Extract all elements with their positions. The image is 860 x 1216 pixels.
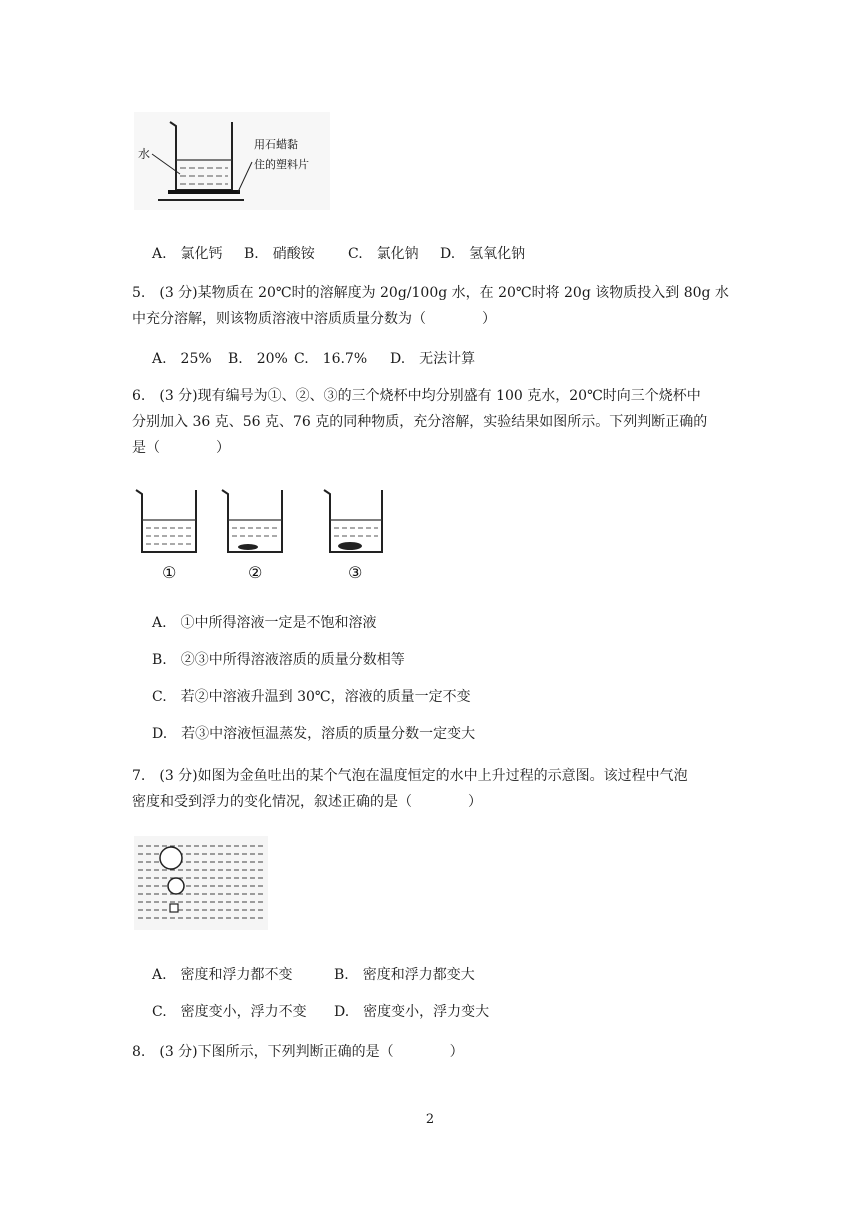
q5-option-a: A. 25%: [152, 351, 212, 367]
figure-beaker-on-plate: [134, 112, 330, 210]
beaker-label-3: ③: [348, 563, 363, 582]
q5-line-2: 中充分溶解，则该物质溶液中溶质质量分数为（ ）: [132, 311, 496, 327]
q7-line-2: 密度和受到浮力的变化情况，叙述正确的是（ ）: [132, 794, 482, 810]
q5-option-c: C. 16.7%: [294, 351, 368, 367]
q8-line-1: 8. (3 分)下图所示，下列判断正确的是（ ）: [132, 1044, 464, 1060]
beaker-2: [222, 490, 282, 552]
label-water: 水: [138, 147, 151, 161]
q7-option-d: D. 密度变小，浮力变大: [334, 1004, 490, 1020]
beaker-label-1: ①: [162, 563, 177, 582]
q7-line-1: 7. (3 分)如图为金鱼吐出的某个气泡在温度恒定的水中上升过程的示意图。该过程中气泡: [132, 768, 688, 784]
figure-three-beakers: [130, 484, 400, 584]
q4-option-b: B. 硝酸铵: [244, 246, 315, 262]
q5-option-d: D. 无法计算: [390, 351, 476, 367]
figure-rising-bubble: [134, 836, 268, 930]
q6-option-a: A. ①中所得溶液一定是不饱和溶液: [152, 615, 377, 631]
page-number: 2: [425, 1112, 435, 1127]
q5-line-1: 5. (3 分)某物质在 20℃时的溶解度为 20g/100g 水，在 20℃时将 20g 该物质投入到 80g 水: [132, 285, 729, 301]
q7-option-b: B. 密度和浮力都变大: [334, 967, 475, 983]
q6-line-3: 是（ ）: [132, 440, 230, 456]
label-plate-2: 住的塑料片: [254, 158, 309, 171]
q4-option-a: A. 氯化钙: [152, 246, 223, 262]
label-plate-1: 用石蜡黏: [254, 138, 298, 151]
beaker-label-2: ②: [248, 563, 263, 582]
bubble-small: [170, 904, 178, 912]
q4-option-d: D. 氢氧化钠: [440, 246, 526, 262]
q6-line-1: 6. (3 分)现有编号为①、②、③的三个烧杯中均分别盛有 100 克水，20℃时向三个烧杯中: [132, 388, 701, 404]
q8-stem: [132, 1039, 464, 1065]
bubble-large: [160, 847, 182, 869]
q6-option-c: C. 若②中溶液升温到 30℃，溶液的质量一定不变: [152, 689, 471, 705]
q4-option-c: C. 氯化钠: [348, 246, 419, 262]
q5-option-b: B. 20%: [228, 351, 288, 367]
q6-option-b: B. ②③中所得溶液溶质的质量分数相等: [152, 652, 405, 668]
q6-option-d: D. 若③中溶液恒温蒸发，溶质的质量分数一定变大: [152, 726, 476, 742]
beaker-3: [324, 490, 382, 552]
q7-stem: [132, 763, 688, 815]
q7-option-c: C. 密度变小，浮力不变: [152, 1004, 307, 1020]
q5-stem: [132, 280, 729, 332]
bubble-medium: [168, 878, 184, 894]
beaker-1: [136, 490, 196, 552]
q6-line-2: 分别加入 36 克、56 克、76 克的同种物质，充分溶解，实验结果如图所示。下列判断正确的: [132, 414, 708, 430]
q6-stem: [132, 383, 707, 461]
q7-option-a: A. 密度和浮力都不变: [152, 967, 293, 983]
